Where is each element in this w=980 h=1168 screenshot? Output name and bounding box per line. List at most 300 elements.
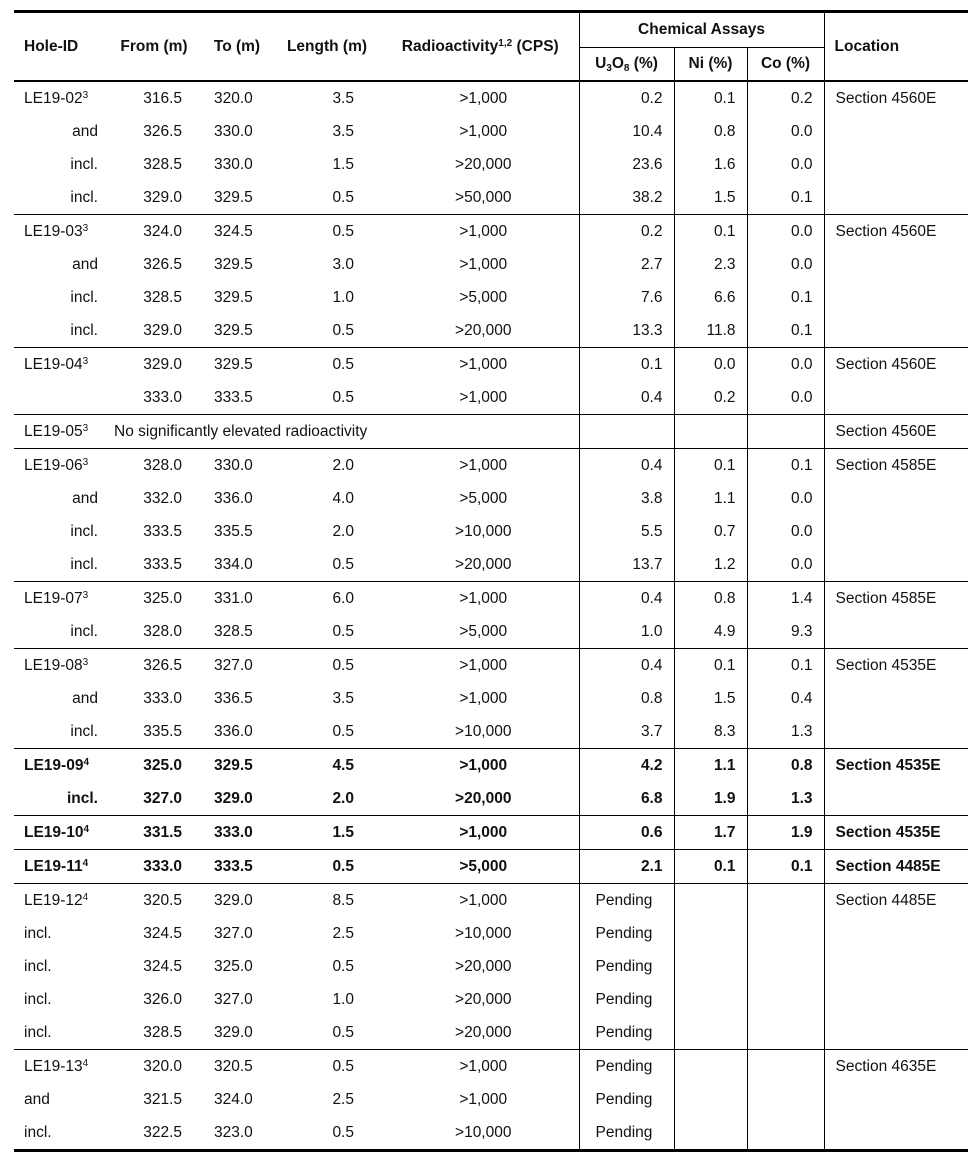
header-radioactivity	[382, 12, 579, 82]
to-cell: 327.0	[214, 990, 253, 1008]
co-cell	[747, 950, 824, 983]
table-row	[14, 782, 968, 816]
ni-cell: 0.1	[674, 449, 747, 483]
u3o8-sub2: 8	[623, 63, 630, 74]
u3o8-cell: Pending	[579, 1016, 674, 1050]
length-cell: 2.5	[332, 1090, 354, 1108]
hole-id-footnote: 3	[82, 222, 89, 234]
table-row	[14, 181, 968, 215]
location-cell	[824, 381, 968, 415]
table-row	[14, 615, 968, 649]
hole-id-text: LE19-08	[24, 656, 83, 674]
location-cell	[824, 1083, 968, 1116]
to-cell: 329.5	[214, 255, 253, 273]
length-cell: 0.5	[332, 722, 354, 740]
table-body	[14, 81, 968, 1151]
to-cell: 329.5	[202, 348, 272, 382]
table-row	[14, 1083, 968, 1116]
length-cell: 0.5	[272, 348, 382, 382]
length-cell: 0.5	[332, 555, 354, 573]
header-radioactivity-label: Radioactivity	[401, 37, 499, 55]
location-cell	[824, 917, 968, 950]
ni-cell	[674, 1016, 747, 1050]
from-cell: 320.0	[106, 1050, 202, 1084]
hole-id-cell	[14, 615, 106, 649]
location-cell	[824, 314, 968, 348]
table-row	[14, 449, 968, 483]
location-cell	[824, 181, 968, 215]
to-cell: 329.5	[202, 749, 272, 783]
hole-id-text: incl.	[70, 522, 98, 540]
from-cell: 324.0	[106, 215, 202, 249]
to-cell: 333.5	[202, 850, 272, 884]
ni-cell: 6.6	[674, 281, 747, 314]
table-row	[14, 749, 968, 783]
to-cell: 330.0	[214, 122, 253, 140]
hole-id-footnote: 3	[82, 422, 89, 434]
table-row	[14, 1050, 968, 1084]
table-row	[14, 715, 968, 749]
hole-id-cell	[14, 215, 106, 249]
table-row	[14, 81, 968, 115]
header-from: From (m)	[120, 37, 188, 55]
radioactivity-cell: >10,000	[455, 722, 512, 740]
co-cell: 0.1	[747, 314, 824, 348]
co-cell	[747, 983, 824, 1016]
header-ni: Ni (%)	[674, 48, 747, 82]
to-cell: 325.0	[214, 957, 253, 975]
header-radioactivity-footnote: 1,2	[498, 37, 513, 49]
to-cell: 323.0	[202, 1116, 272, 1151]
radioactivity-cell: >5,000	[382, 850, 579, 884]
location-cell	[824, 148, 968, 181]
to-cell: 327.0	[214, 924, 253, 942]
u3o8-cell: Pending	[579, 983, 674, 1016]
radioactivity-cell: >5,000	[459, 288, 508, 306]
length-cell: 0.5	[332, 188, 354, 206]
u3o8-cell: 3.8	[579, 482, 674, 515]
hole-id-cell	[14, 1116, 106, 1151]
ni-cell	[674, 1050, 747, 1084]
to-cell: 331.0	[202, 582, 272, 616]
co-cell: 0.0	[747, 348, 824, 382]
table-row	[14, 950, 968, 983]
co-cell	[747, 1016, 824, 1050]
hole-id-text: incl.	[70, 622, 98, 640]
hole-id-cell	[14, 482, 106, 515]
hole-id-cell	[14, 148, 106, 181]
header-length: Length (m)	[286, 37, 368, 55]
from-cell: 328.0	[143, 622, 182, 640]
radioactivity-cell: >1,000	[382, 81, 579, 115]
to-cell: 336.0	[214, 722, 253, 740]
location-cell: Section 4635E	[824, 1050, 968, 1084]
location-cell	[824, 682, 968, 715]
radioactivity-cell: >1,000	[382, 649, 579, 683]
hole-id-text: incl.	[66, 789, 98, 807]
co-cell: 0.0	[747, 381, 824, 415]
to-cell: 327.0	[202, 649, 272, 683]
from-cell: 326.5	[106, 649, 202, 683]
from-cell: 322.5	[106, 1116, 202, 1151]
from-cell: 326.5	[143, 122, 182, 140]
u3o8-cell: 13.3	[579, 314, 674, 348]
hole-id-cell	[14, 515, 106, 548]
u3o8-u: U	[595, 55, 607, 72]
ni-cell: 0.8	[674, 582, 747, 616]
radioactivity-cell: >20,000	[455, 321, 512, 339]
location-cell: Section 4560E	[824, 415, 968, 449]
table-row	[14, 816, 968, 850]
hole-id-cell	[14, 983, 106, 1016]
from-cell: 331.5	[106, 816, 202, 850]
to-cell: 329.5	[214, 188, 253, 206]
hole-id-footnote: 3	[82, 589, 89, 601]
length-cell: 0.5	[332, 957, 354, 975]
hole-id-text: LE19-07	[24, 589, 83, 607]
u3o8-cell: 0.4	[579, 649, 674, 683]
location-cell: Section 4585E	[824, 449, 968, 483]
to-cell: 320.0	[202, 81, 272, 115]
radioactivity-cell: >1,000	[382, 884, 579, 918]
hole-id-cell	[14, 917, 106, 950]
ni-cell: 0.1	[674, 850, 747, 884]
u3o8-cell: 7.6	[579, 281, 674, 314]
location-cell: Section 4535E	[824, 749, 968, 783]
hole-id-text: incl.	[24, 990, 52, 1008]
u3o8-cell: 3.7	[579, 715, 674, 749]
hole-id-text: and	[72, 255, 98, 273]
co-cell: 0.1	[747, 850, 824, 884]
co-cell	[747, 1050, 824, 1084]
from-cell: 328.5	[143, 288, 182, 306]
u3o8-cell: Pending	[579, 917, 674, 950]
to-cell: 333.0	[202, 816, 272, 850]
table-row	[14, 281, 968, 314]
hole-id-footnote: 3	[82, 656, 89, 668]
hole-id-text: and	[24, 1090, 50, 1108]
location-cell	[824, 615, 968, 649]
hole-id-text: and	[72, 489, 98, 507]
ni-cell: 0.1	[674, 215, 747, 249]
ni-cell: 1.2	[674, 548, 747, 582]
from-cell: 321.5	[143, 1090, 182, 1108]
hole-id-cell	[14, 181, 106, 215]
u3o8-cell: 23.6	[579, 148, 674, 181]
co-cell: 0.1	[747, 281, 824, 314]
from-cell: 325.0	[106, 749, 202, 783]
hole-id-footnote: 4	[83, 756, 90, 768]
header-radioactivity-unit: (CPS)	[512, 37, 559, 55]
length-cell: 1.5	[272, 816, 382, 850]
from-cell: 333.5	[143, 555, 182, 573]
from-cell: 329.0	[143, 321, 182, 339]
hole-id-cell	[14, 649, 106, 683]
co-cell	[747, 1116, 824, 1151]
ni-cell	[674, 1116, 747, 1151]
hole-id-cell	[14, 81, 106, 115]
location-cell: Section 4485E	[824, 884, 968, 918]
radioactivity-cell: >20,000	[455, 990, 512, 1008]
hole-id-text: LE19-11	[24, 857, 83, 875]
co-cell	[747, 415, 824, 449]
ni-cell: 0.8	[674, 115, 747, 148]
from-cell: 329.0	[143, 188, 182, 206]
hole-id-cell	[14, 1016, 106, 1050]
from-cell: 329.0	[106, 348, 202, 382]
location-cell	[824, 281, 968, 314]
length-cell: 3.5	[332, 689, 354, 707]
from-cell: 333.5	[143, 522, 182, 540]
u3o8-cell: 0.4	[579, 381, 674, 415]
u3o8-o: O	[611, 55, 624, 72]
co-cell: 0.0	[747, 115, 824, 148]
hole-id-cell	[14, 950, 106, 983]
co-cell: 1.3	[747, 782, 824, 816]
co-cell	[747, 884, 824, 918]
length-cell: 2.0	[272, 449, 382, 483]
table-row	[14, 148, 968, 181]
u3o8-cell: 0.6	[579, 816, 674, 850]
hole-id-cell	[14, 381, 106, 415]
length-cell: 1.0	[332, 288, 354, 306]
hole-id-text: LE19-02	[24, 89, 83, 107]
co-cell: 0.2	[747, 81, 824, 115]
u3o8-cell: Pending	[579, 1116, 674, 1151]
radioactivity-cell: >20,000	[455, 155, 512, 173]
from-cell: 325.0	[106, 582, 202, 616]
table-row	[14, 248, 968, 281]
to-cell: 329.0	[202, 884, 272, 918]
ni-cell: 0.0	[674, 348, 747, 382]
co-cell: 1.9	[747, 816, 824, 850]
radioactivity-cell: >10,000	[455, 924, 512, 942]
co-cell	[747, 917, 824, 950]
length-cell: 0.5	[272, 850, 382, 884]
u3o8-cell: 2.7	[579, 248, 674, 281]
ni-cell: 4.9	[674, 615, 747, 649]
length-cell: 0.5	[332, 321, 354, 339]
length-cell: 0.5	[332, 1023, 354, 1041]
from-cell: 327.0	[143, 789, 182, 807]
location-cell: Section 4585E	[824, 582, 968, 616]
u3o8-cell: Pending	[579, 1083, 674, 1116]
ni-cell: 8.3	[674, 715, 747, 749]
from-cell: 328.5	[143, 155, 182, 173]
ni-cell: 1.1	[674, 482, 747, 515]
ni-cell: 2.3	[674, 248, 747, 281]
ni-cell: 1.9	[674, 782, 747, 816]
length-cell: 3.5	[332, 122, 354, 140]
radioactivity-cell: >1,000	[382, 215, 579, 249]
location-cell	[824, 950, 968, 983]
u3o8-cell: 13.7	[579, 548, 674, 582]
ni-cell: 0.2	[674, 381, 747, 415]
radioactivity-cell: >20,000	[455, 1023, 512, 1041]
length-cell: 0.5	[272, 215, 382, 249]
co-cell	[747, 1083, 824, 1116]
u3o8-cell: Pending	[579, 1050, 674, 1084]
hole-id-cell	[14, 816, 106, 850]
length-cell: 0.5	[272, 1116, 382, 1151]
radioactivity-cell: >1,000	[459, 122, 508, 140]
drill-results-table-container	[14, 10, 968, 1152]
table-header	[14, 12, 968, 82]
hole-id-cell	[14, 715, 106, 749]
u3o8-cell: Pending	[579, 950, 674, 983]
hole-id-cell	[14, 682, 106, 715]
hole-id-text: LE19-13	[24, 1057, 83, 1075]
to-cell: 335.5	[214, 522, 253, 540]
hole-id-cell	[14, 314, 106, 348]
hole-id-footnote: 3	[82, 456, 89, 468]
radioactivity-cell: >1,000	[459, 255, 508, 273]
ni-cell	[674, 884, 747, 918]
length-cell: 4.5	[272, 749, 382, 783]
radioactivity-cell: >20,000	[455, 789, 512, 807]
location-cell: Section 4560E	[824, 215, 968, 249]
co-cell: 0.8	[747, 749, 824, 783]
location-cell	[824, 782, 968, 816]
length-cell: 2.0	[332, 522, 354, 540]
length-cell: 6.0	[272, 582, 382, 616]
length-cell: 1.0	[332, 990, 354, 1008]
hole-id-cell	[14, 884, 106, 918]
hole-id-text: LE19-05	[24, 422, 83, 440]
table-row	[14, 115, 968, 148]
hole-id-cell	[14, 548, 106, 582]
header-location: Location	[824, 12, 968, 82]
to-cell: 320.5	[202, 1050, 272, 1084]
radioactivity-cell: >10,000	[382, 1116, 579, 1151]
from-cell: 324.5	[143, 924, 182, 942]
to-cell: 330.0	[214, 155, 253, 173]
table-row	[14, 482, 968, 515]
hole-id-text: LE19-12	[24, 891, 83, 909]
hole-id-text: incl.	[70, 722, 98, 740]
header-to: To (m)	[213, 37, 261, 55]
table-row	[14, 917, 968, 950]
co-cell: 0.1	[747, 649, 824, 683]
u3o8-cell: 0.1	[579, 348, 674, 382]
location-cell	[824, 482, 968, 515]
location-cell	[824, 983, 968, 1016]
from-cell: 333.0	[143, 388, 182, 406]
table-row	[14, 1116, 968, 1151]
hole-id-cell	[14, 749, 106, 783]
hole-id-text: incl.	[70, 555, 98, 573]
co-cell: 0.0	[747, 148, 824, 181]
u3o8-cell: Pending	[579, 884, 674, 918]
length-cell: 0.5	[272, 649, 382, 683]
radioactivity-cell: >1,000	[382, 348, 579, 382]
u3o8-unit: (%)	[629, 55, 658, 72]
radioactivity-cell: >20,000	[455, 957, 512, 975]
hole-id-cell	[14, 1083, 106, 1116]
ni-cell: 1.6	[674, 148, 747, 181]
to-cell: 329.5	[214, 321, 253, 339]
hole-id-text: and	[72, 122, 98, 140]
location-cell: Section 4535E	[824, 816, 968, 850]
table-row	[14, 582, 968, 616]
hole-id-cell	[14, 850, 106, 884]
radioactivity-cell: >1,000	[382, 816, 579, 850]
ni-cell: 11.8	[674, 314, 747, 348]
length-cell: 0.5	[332, 622, 354, 640]
hole-id-text: incl.	[24, 1023, 52, 1041]
hole-id-cell	[14, 782, 106, 816]
ni-cell: 1.7	[674, 816, 747, 850]
u3o8-cell: 2.1	[579, 850, 674, 884]
to-cell: 329.0	[214, 789, 253, 807]
to-cell: 329.5	[214, 288, 253, 306]
hole-id-footnote: 4	[82, 891, 89, 903]
u3o8-cell: 0.4	[579, 582, 674, 616]
table-row	[14, 348, 968, 382]
co-cell: 0.1	[747, 181, 824, 215]
from-cell: 324.5	[143, 957, 182, 975]
location-cell	[824, 1116, 968, 1151]
to-cell: 336.0	[214, 489, 253, 507]
ni-cell: 0.1	[674, 81, 747, 115]
co-cell: 0.4	[747, 682, 824, 715]
ni-cell	[674, 415, 747, 449]
ni-cell: 0.7	[674, 515, 747, 548]
radioactivity-cell: >5,000	[459, 622, 508, 640]
length-cell: 4.0	[332, 489, 354, 507]
co-cell: 9.3	[747, 615, 824, 649]
table-row	[14, 682, 968, 715]
table-row	[14, 649, 968, 683]
to-cell: 334.0	[214, 555, 253, 573]
to-cell: 333.5	[214, 388, 253, 406]
header-co: Co (%)	[747, 48, 824, 82]
length-cell: 2.5	[332, 924, 354, 942]
to-cell: 324.5	[202, 215, 272, 249]
hole-id-text: LE19-10	[24, 823, 84, 841]
table-row	[14, 215, 968, 249]
u3o8-cell: 4.2	[579, 749, 674, 783]
hole-id-text: LE19-03	[24, 222, 83, 240]
hole-id-text: LE19-04	[24, 355, 83, 373]
hole-id-text: and	[72, 689, 98, 707]
radioactivity-cell: >1,000	[382, 449, 579, 483]
radioactivity-cell: >1,000	[382, 1050, 579, 1084]
co-cell: 0.0	[747, 548, 824, 582]
hole-id-footnote: 3	[82, 89, 89, 101]
hole-id-footnote: 4	[83, 823, 90, 835]
header-u3o8	[579, 48, 674, 82]
hole-id-cell	[14, 1050, 106, 1084]
hole-id-text: LE19-09	[24, 756, 84, 774]
length-cell: 8.5	[272, 884, 382, 918]
ni-cell: 1.5	[674, 682, 747, 715]
hole-id-footnote: 3	[82, 355, 89, 367]
u3o8-cell	[579, 415, 674, 449]
u3o8-cell: 0.2	[579, 81, 674, 115]
length-cell: 3.0	[332, 255, 354, 273]
from-cell: 328.0	[106, 449, 202, 483]
hole-id-cell	[14, 348, 106, 382]
from-cell: 326.0	[143, 990, 182, 1008]
radioactivity-cell: >1,000	[459, 1090, 508, 1108]
radioactivity-cell: >1,000	[382, 749, 579, 783]
from-cell: 316.5	[106, 81, 202, 115]
location-cell	[824, 715, 968, 749]
hole-id-text: LE19-06	[24, 456, 83, 474]
table-row	[14, 415, 968, 449]
hole-id-cell	[14, 115, 106, 148]
